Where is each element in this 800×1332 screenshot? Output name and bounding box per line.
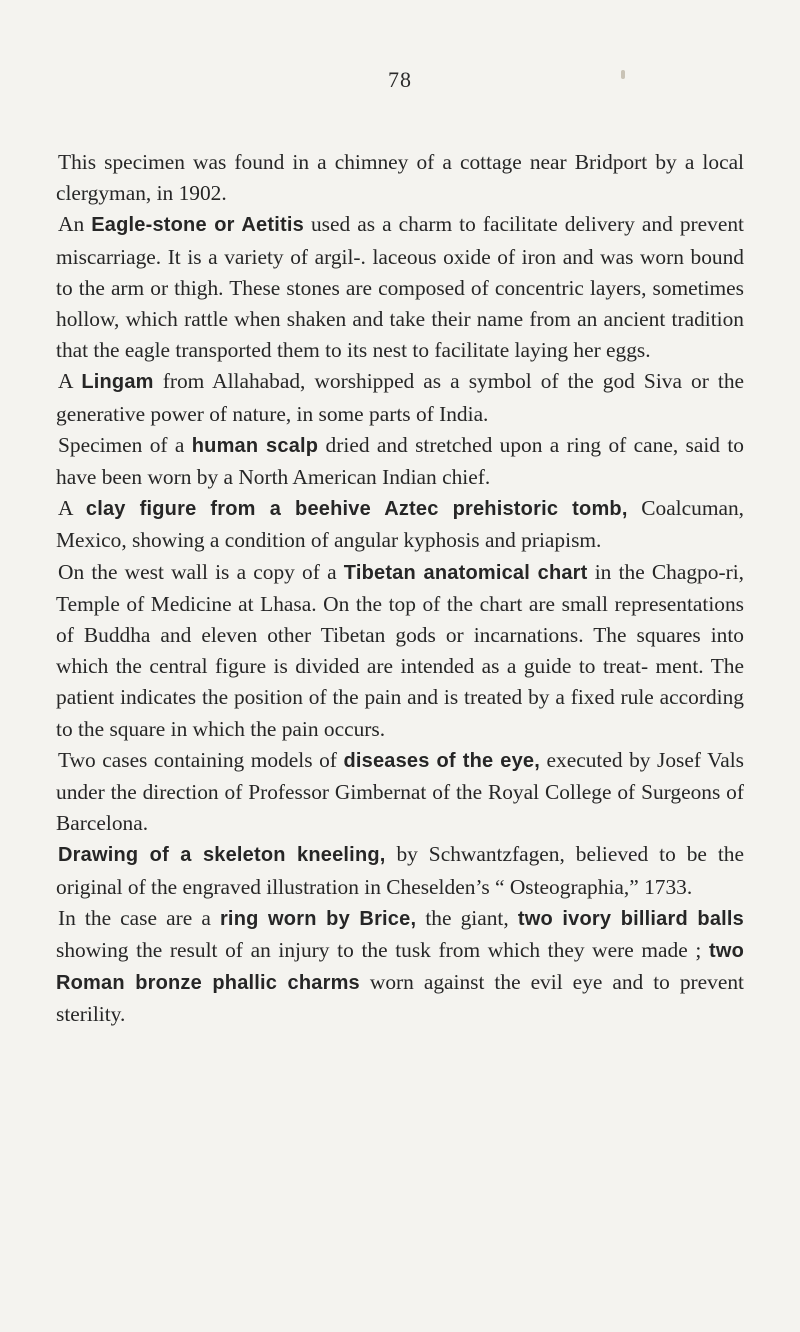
bold-heading-text: ring worn by Brice, [219,907,417,930]
page-number: 78 [388,67,412,92]
bold-heading-text: Lingam [81,371,154,394]
paragraph [56,366,744,429]
bold-heading-text: Eagle-stone or Aetitis [91,214,304,237]
paragraph-text: A [58,496,86,521]
paragraph-text: Specimen of a [58,432,192,457]
paragraph [56,903,744,1031]
paragraph-text: used as a charm to facilitate delivery and prevent miscarriage. It is a variety of argil-. laceous oxide of iron and was worn bound to the arm or thigh. These stones are composed of concentric layers, sometimes hollow, which rattle when shaken and take their name from an ancient tradition that the eagle transported them to its nest to facilitate laying her eggs. [56,212,744,363]
bold-heading-text: Drawing of a skeleton kneeling, [58,844,386,867]
bold-heading-text: two ivory billiard balls [517,907,744,930]
bold-heading-text: human scalp [191,434,319,457]
body-text [56,147,744,1031]
paragraph-text: in the Chagpo-ri, Temple of Medicine at Lhasa. On the top of the chart are small representations of Buddha and eleven other Tibetan gods or incarnations. The squares into which the central figure is divided are intended as a guide to treat- ment. The patient indicates the position of the pain and is treated by a fixed rule according to the square in which the pain occurs. [56,559,744,741]
paragraph-text: dried and stretched upon a ring of cane, said to have been worn by a North American Indian chief. [56,432,744,490]
paragraph-text: by Schwantzfagen, believed to be the original of the engraved illustration in Cheselden’s “ Osteographia,” 1733. [56,842,744,899]
paragraph [56,493,744,556]
paragraph [56,557,744,745]
paragraph [56,209,744,366]
paragraph [56,430,744,493]
paragraph [56,745,744,840]
paragraph-text: This specimen was found in a chimney of a cottage near Bridport by a local clergyman, in 1902. [56,150,744,206]
paragraph-text: executed by Josef Vals under the direction of Professor Gimbernat of the Royal College of Surgeons of Barcelona. [56,747,744,836]
paragraph-text: A [58,369,82,394]
paragraph [56,839,744,902]
paragraph-text: On the west wall is a copy of a [58,559,344,584]
bold-heading-text: clay figure from a beehive Aztec prehistoric tomb, [85,498,628,521]
paragraph-text: the giant, [416,905,518,930]
paragraph [56,147,744,209]
paragraph-text: Two cases containing models of [58,747,344,772]
paragraph-text: from Allahabad, worshipped as a symbol of the god Siva or the generative power of nature, in some parts of India. [56,369,745,426]
paragraph-text: showing the result of an injury to the tusk from which they were made ; [56,938,709,963]
paragraph-text: Coalcuman, Mexico, showing a condition of angular kyphosis and priapism. [56,496,744,553]
bold-heading-text: diseases of the eye, [343,749,541,772]
bold-heading-text: two Roman bronze phallic charms [56,940,744,995]
paragraph-text: An [58,212,92,237]
bold-heading-text: Tibetan anatomical chart [343,561,588,584]
paragraph-text: worn against the evil eye and to prevent sterility. [56,970,744,1027]
paragraph-text: In the case are a [58,905,220,930]
